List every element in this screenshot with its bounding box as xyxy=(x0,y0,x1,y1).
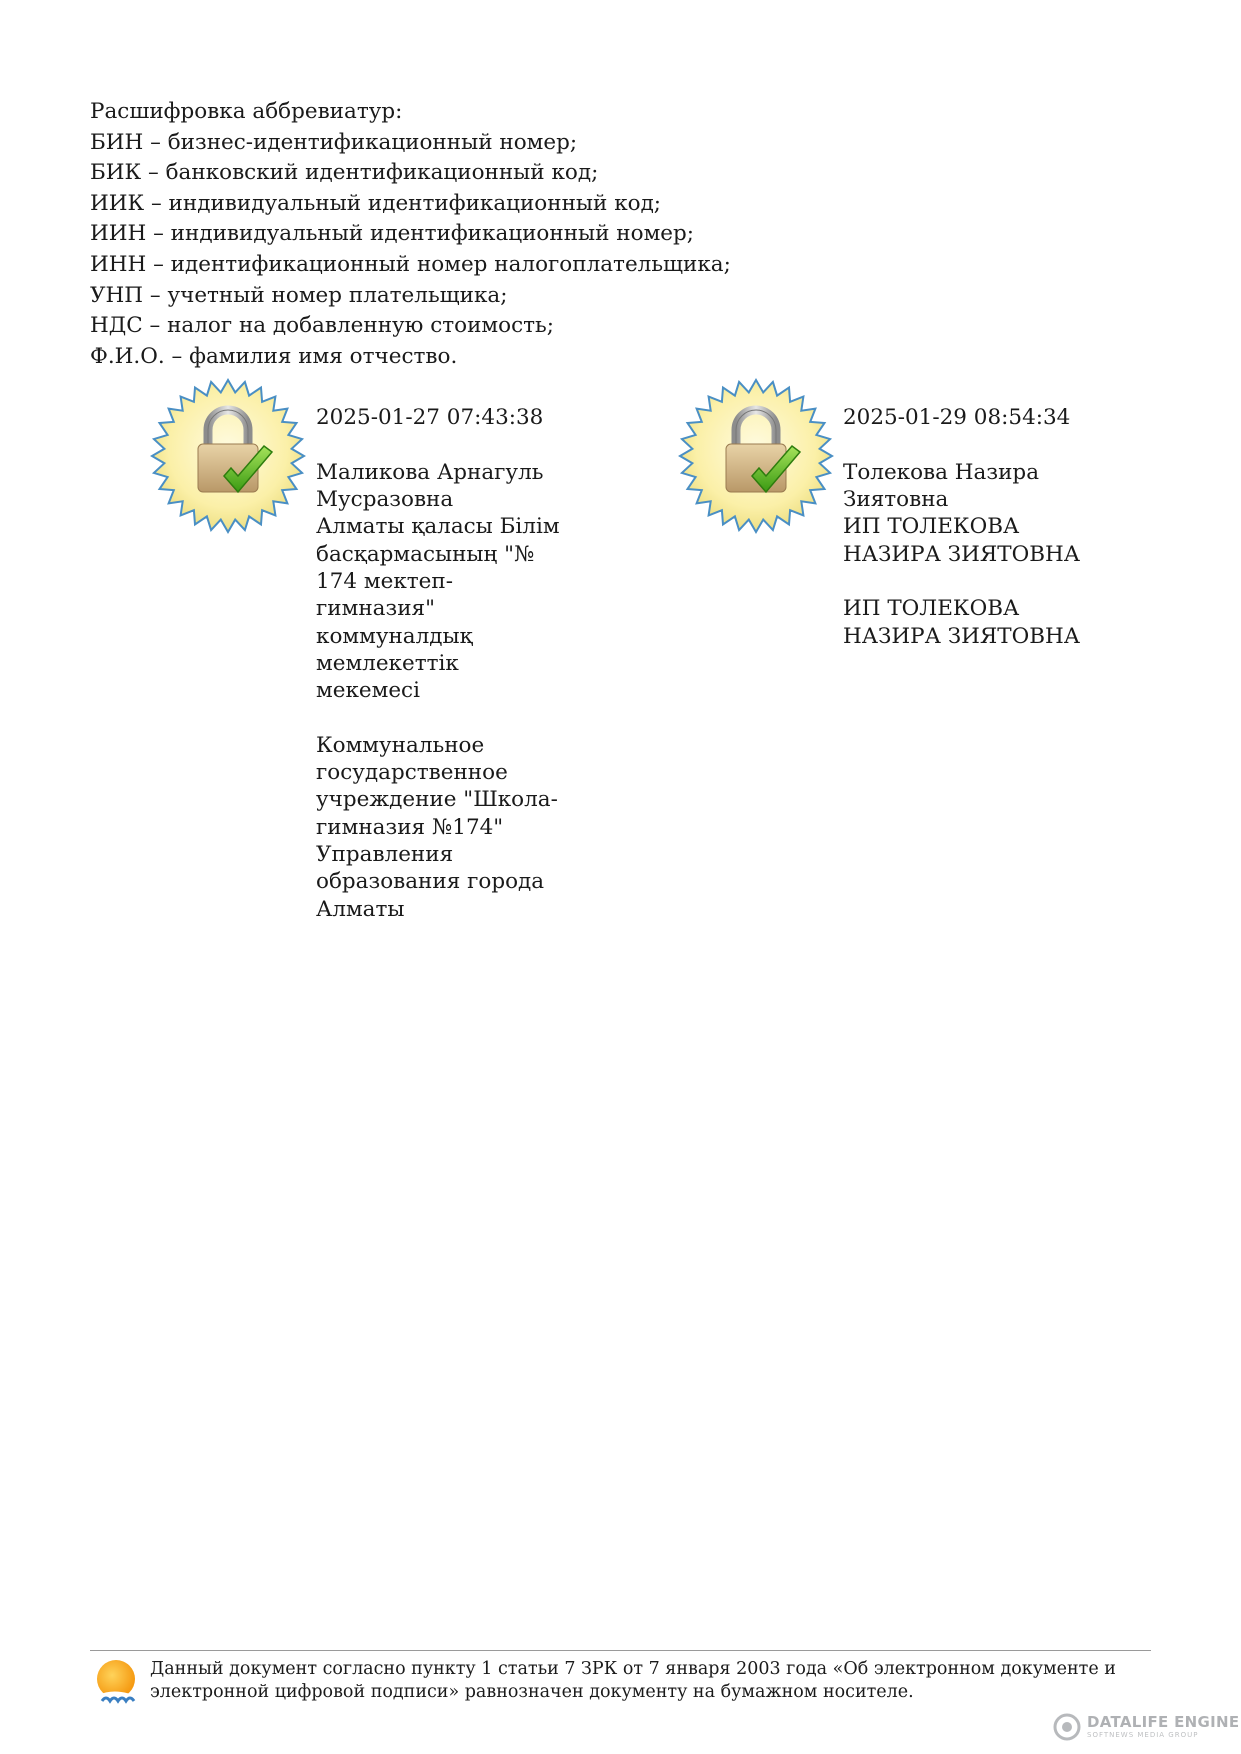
footer-divider xyxy=(90,1650,1151,1651)
signature-block-1 xyxy=(316,377,586,950)
signature-details: Маликова Арнагуль Мусразовна Алматы қаласы Білім басқармасының "№ 174 мектеп- гимназия" коммуналдық мемлекеттік мекемесі Коммунальное государственное учреждение "Школа- гимназия №174" Управления образования города Алматы xyxy=(316,459,560,922)
watermark xyxy=(1053,1710,1239,1744)
watermark-subtitle: SOFTNEWS MEDIA GROUP xyxy=(1087,1731,1199,1739)
abbreviation-item: УНП – учетный номер плательщика; xyxy=(90,282,508,308)
signature-block-2 xyxy=(843,377,1113,677)
abbreviations-heading: Расшифровка аббревиатур: xyxy=(90,99,403,124)
abbreviations-section xyxy=(90,97,731,372)
padlock-check-seal-icon xyxy=(150,378,306,534)
eye-logo-icon xyxy=(1053,1713,1081,1741)
signature-details: Толекова Назира Зиятовна ИП ТОЛЕКОВА НАЗИРА ЗИЯТОВНА ИП ТОЛЕКОВА НАЗИРА ЗИЯТОВНА xyxy=(843,459,1081,649)
abbreviation-item: ИИК – индивидуальный идентификационный код; xyxy=(90,190,662,216)
signature-timestamp: 2025-01-29 08:54:34 xyxy=(843,405,1071,431)
abbreviation-item: БИН – бизнес-идентификационный номер; xyxy=(90,129,578,155)
abbreviation-item: Ф.И.О. – фамилия имя отчество. xyxy=(90,343,458,369)
abbreviation-item: НДС – налог на добавленную стоимость; xyxy=(90,313,554,339)
egov-sun-logo-icon xyxy=(92,1657,144,1709)
abbreviation-item: БИК – банковский идентификационный код; xyxy=(90,160,599,186)
padlock-check-seal-icon xyxy=(678,378,834,534)
legal-notice: Данный документ согласно пункту 1 статьи 7 ЗРК от 7 января 2003 года «Об электронном документе и электронной цифровой подписи» равнозначен документу на бумажном носителе. xyxy=(150,1659,1116,1702)
abbreviation-item: ИНН – идентификационный номер налогоплательщика; xyxy=(90,251,731,277)
watermark-title: DATALIFE ENGINE xyxy=(1087,1713,1240,1731)
abbreviation-item: ИИН – индивидуальный идентификационный номер; xyxy=(90,221,695,247)
signature-timestamp: 2025-01-27 07:43:38 xyxy=(316,405,544,431)
